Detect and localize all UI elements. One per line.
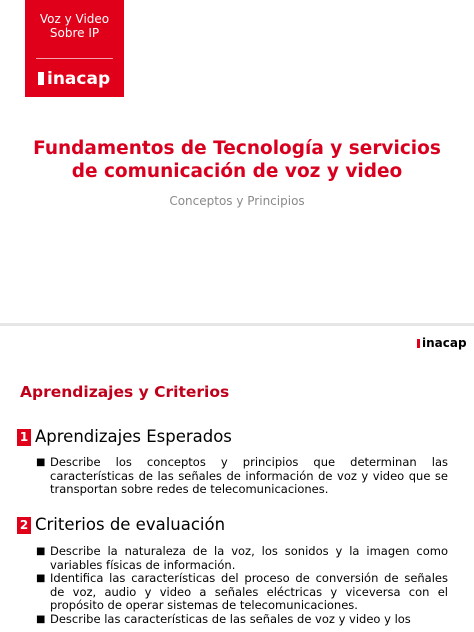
badge-divider	[36, 58, 113, 59]
course-badge	[25, 0, 124, 97]
bullet-list-1	[36, 456, 448, 497]
heading-text: Criterios de evaluación	[35, 515, 226, 534]
bullet-icon: ■	[36, 546, 46, 557]
logo-text: inacap	[422, 336, 467, 350]
inacap-logo	[38, 69, 110, 89]
number-badge: 2	[17, 517, 31, 534]
slide-divider	[0, 323, 474, 326]
main-title: Fundamentos de Tecnología y servicios de comunicación de voz y video	[33, 138, 441, 182]
list-item: ■ Describe los conceptos y principios que determinan las características de las señales de información de voz y video que se transportan sobre redes de telecomunicaciones.	[36, 455, 448, 496]
heading-text: Aprendizajes Esperados	[35, 427, 232, 446]
bullet-icon: ■	[36, 457, 46, 468]
logo-mark-icon	[417, 339, 420, 348]
section-title: Aprendizajes y Criterios	[20, 383, 230, 401]
logo-text: inacap	[47, 69, 111, 89]
list-item: ■ Describe la naturaleza de la voz, los sonidos y la imagen como variables físicas de información.	[36, 544, 448, 572]
inacap-logo-small	[417, 336, 467, 350]
list-item: ■ Identifica las características del proceso de conversión de señales de voz, audio y video a señales eléctricas y viceversa con el propósito de operar sistemas de telecomunicaciones.	[36, 571, 448, 612]
bullet-icon: ■	[36, 573, 46, 584]
bullet-icon: ■	[36, 613, 46, 625]
block-heading-2	[17, 515, 225, 535]
course-title: Voz y Video Sobre IP	[39, 12, 110, 40]
subtitle: Conceptos y Principios	[169, 194, 305, 208]
block-heading-1	[17, 427, 232, 447]
bullet-list-2	[36, 545, 448, 626]
list-item: ■ Describe las características de las señales de voz y video y los	[36, 611, 411, 626]
logo-mark-icon	[38, 72, 44, 85]
number-badge: 1	[17, 429, 31, 446]
